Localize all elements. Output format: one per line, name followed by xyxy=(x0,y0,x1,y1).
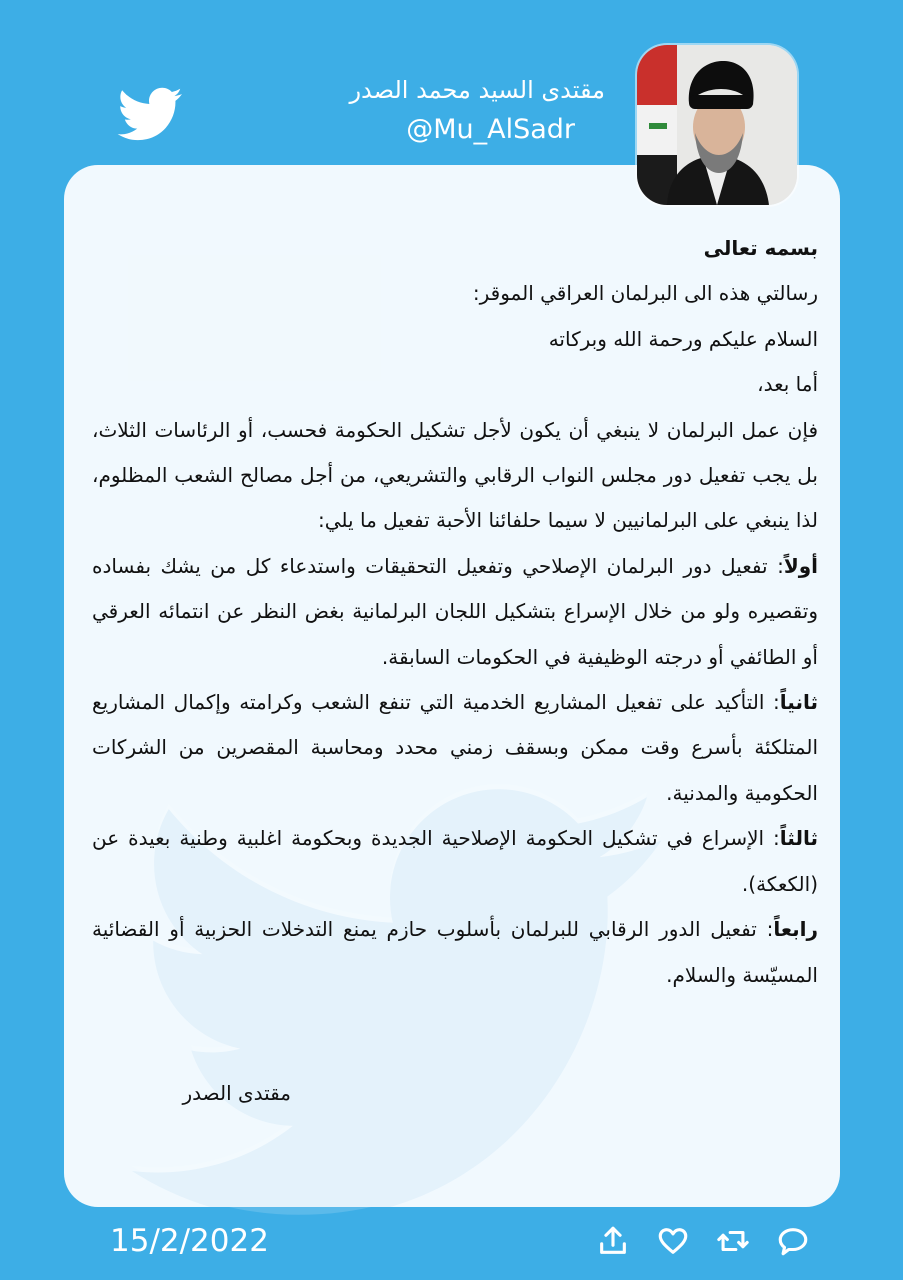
point-4-text: : تفعيل الدور الرقابي للبرلمان بأسلوب حازم يمنع التدخلات الحزبية أو القضائية المسيّسة والسلام. xyxy=(92,917,818,987)
letter-transition: أما بعد، xyxy=(757,372,818,397)
author-name: مقتدى السيد محمد الصدر xyxy=(349,76,605,104)
letter-heading: بسمه تعالى xyxy=(703,236,818,260)
author-handle[interactable]: @Mu_AlSadr xyxy=(406,114,575,145)
tweet-date: 15/2/2022 xyxy=(110,1223,269,1259)
point-1-label: أولاً xyxy=(783,553,818,578)
point-3-label: ثالثاً xyxy=(779,826,818,851)
twitter-bird-icon xyxy=(108,80,190,148)
point-4 xyxy=(92,907,818,998)
tweet-actions xyxy=(596,1224,810,1258)
avatar-portrait-image xyxy=(637,45,797,205)
point-2-label: ثانياً xyxy=(779,690,818,715)
share-icon[interactable] xyxy=(596,1224,630,1258)
point-3-text: : الإسراع في تشكيل الحكومة الإصلاحية الجديدة وبحكومة اغلبية وطنية بعيدة عن (الكعكة). xyxy=(92,826,818,896)
letter-signature: مقتدى الصدر xyxy=(182,1081,291,1105)
letter-intro: فإن عمل البرلمان لا ينبغي أن يكون لأجل تشكيل الحكومة فحسب، أو الرئاسات الثلاث، بل يجب تفعيل دور مجلس النواب الرقابي والتشريعي، من أجل مصالح الشعب المظلوم، لذا ينبغي على البرلمانيين لا سيما حلفائنا الأحبة تفعيل ما يلي: xyxy=(92,417,818,533)
letter-salutation: رسالتي هذه الى البرلمان العراقي الموقر: xyxy=(472,281,818,306)
point-1-text: : تفعيل دور البرلمان الإصلاحي وتفعيل التحقيقات واستدعاء كل من يشك بفساده وتقصيره ولو من خلال الإسراع بتشكيل اللجان البرلمانية بغض النظر عن انتمائه العرقي أو الطائفي أو درجته الوظيفية في الحكومات السابقة. xyxy=(92,553,818,669)
heart-icon[interactable] xyxy=(656,1224,690,1258)
letter-body xyxy=(92,226,818,998)
retweet-icon[interactable] xyxy=(716,1224,750,1258)
point-3 xyxy=(92,816,818,907)
avatar[interactable] xyxy=(637,45,797,205)
point-4-label: رابعاً xyxy=(773,917,818,942)
point-2 xyxy=(92,680,818,816)
reply-icon[interactable] xyxy=(776,1224,810,1258)
letter-greeting: السلام عليكم ورحمة الله وبركاته xyxy=(548,326,818,351)
point-2-text: : التأكيد على تفعيل المشاريع الخدمية التي تنفع الشعب وكرامته وإكمال المشاريع المتلكئة بأسرع وقت ممكن وبسقف زمني محدد ومحاسبة المقصرين من الشركات الحكومية والمدنية. xyxy=(92,690,818,805)
point-1 xyxy=(92,544,818,680)
